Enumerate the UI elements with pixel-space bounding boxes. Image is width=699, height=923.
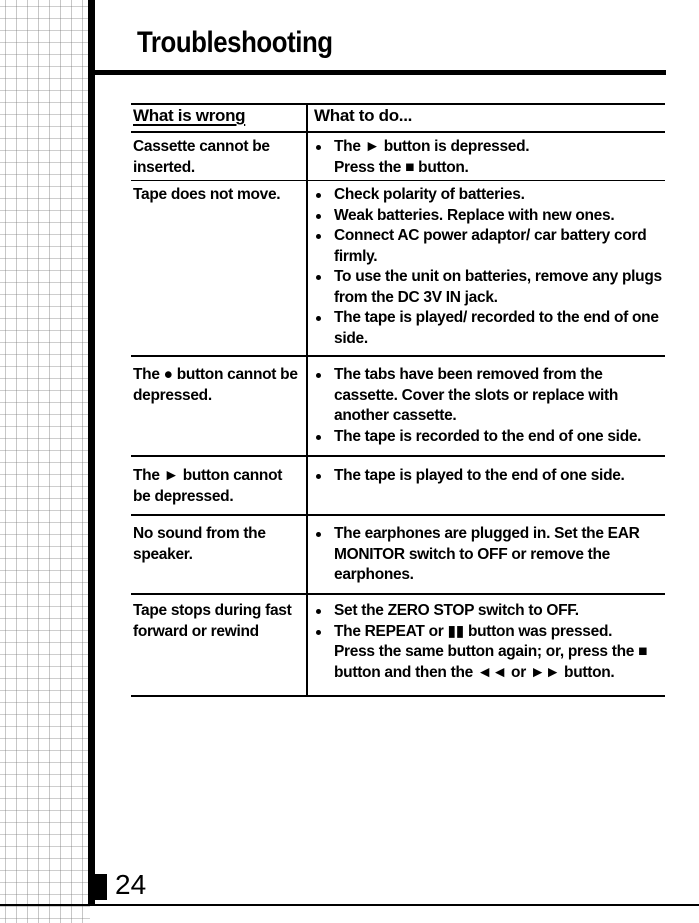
page-spine-bar	[88, 0, 95, 905]
problem-cell: Cassette cannot be inserted.	[133, 138, 270, 176]
troubleshooting-table	[131, 103, 665, 697]
header-what-to-do: What to do...	[314, 106, 413, 125]
header-what-is-wrong: What is wrong	[133, 106, 246, 125]
solution-item: Weak batteries. Replace with new ones.	[314, 206, 664, 227]
table-top-rule	[131, 103, 665, 105]
solution-item: Press the ■ button.	[334, 158, 469, 176]
row-rule	[131, 514, 665, 516]
solution-list	[314, 185, 664, 349]
page-number: 24	[115, 869, 147, 900]
page-title: Troubleshooting	[137, 26, 333, 59]
solution-list	[314, 137, 664, 178]
problem-cell: The ● button cannot be depressed.	[133, 366, 298, 404]
solution-item: The REPEAT or ▮▮ button was pressed.	[314, 622, 664, 643]
column-divider	[306, 103, 308, 695]
header-rule	[131, 131, 665, 133]
solution-item: Press the same button again; or, press the ■ button and then the ◄◄ or ►► button.	[334, 643, 648, 681]
problem-cell: The ► button cannot be depressed.	[133, 467, 283, 505]
solution-item: The tape is played to the end of one side.	[314, 466, 664, 487]
problem-cell: Tape does not move.	[133, 186, 281, 203]
solution-list	[314, 365, 664, 447]
solution-item: Connect AC power adaptor/ car battery cord firmly.	[314, 226, 664, 267]
solution-list	[314, 466, 664, 487]
row-rule	[131, 355, 665, 357]
problem-cell: No sound from the speaker.	[133, 525, 266, 563]
row-rule	[131, 455, 665, 457]
solution-item: The tape is recorded to the end of one side.	[314, 427, 664, 448]
page-number-marker	[88, 874, 107, 900]
solution-item: To use the unit on batteries, remove any plugs from the DC 3V IN jack.	[314, 267, 664, 308]
row-rule	[131, 593, 665, 595]
scanned-page-edge	[0, 0, 90, 923]
solution-list	[314, 524, 664, 586]
solution-item: The ► button is depressed.	[314, 137, 664, 158]
solution-item: Check polarity of batteries.	[314, 185, 664, 206]
solution-item: The earphones are plugged in. Set the EAR MONITOR switch to OFF or remove the earphones.	[314, 524, 664, 586]
table-bottom-rule	[131, 695, 665, 697]
title-rule	[88, 70, 666, 75]
solution-item: Set the ZERO STOP switch to OFF.	[314, 601, 664, 622]
problem-cell: Tape stops during fast forward or rewind	[133, 602, 292, 640]
row-rule	[131, 180, 665, 181]
solution-item: The tape is played/ recorded to the end of one side.	[314, 308, 664, 349]
solution-item: The tabs have been removed from the cassette. Cover the slots or replace with another cassette.	[314, 365, 664, 427]
solution-list	[314, 601, 664, 683]
page-bottom-rule	[0, 904, 699, 906]
